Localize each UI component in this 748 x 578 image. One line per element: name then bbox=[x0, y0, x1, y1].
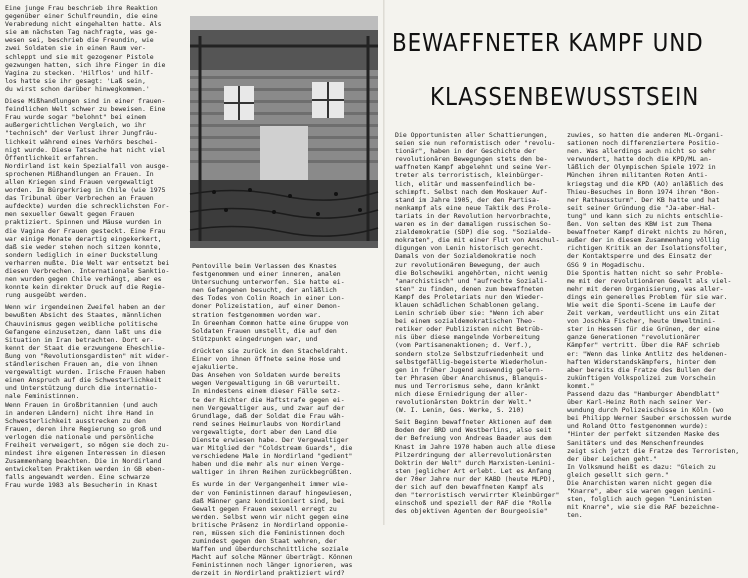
text-line: sationen noch differenziertere Positio- bbox=[567, 139, 720, 148]
text-line: Einer von ihnen öffnete seine Hose und bbox=[192, 355, 341, 364]
text-line: einschoß und speziell der RAF die "Rolle bbox=[395, 499, 552, 508]
text-line: GSG 9 in Mogadischu. bbox=[567, 260, 646, 269]
text-line: Wie weit die Sponti-Scene im Laufe der bbox=[567, 300, 716, 309]
text-line: nen Gefangenen besucht, der anläßlich bbox=[192, 286, 337, 295]
text-line: Frau wurde sogar "belohnt" bei einem bbox=[5, 113, 146, 122]
text-line: verschiedene Male in Nordirland "gedient" bbox=[192, 452, 353, 461]
text-line: der von Feministinnen darauf hingewiesen, bbox=[192, 488, 353, 497]
text-line: ejakulierte. bbox=[192, 363, 239, 372]
text-line: ster in Hessen für die Grünen, der eine bbox=[567, 325, 720, 334]
text-line: Macht auf solche Männer überträgt. Können bbox=[192, 553, 353, 562]
text-line: bei Philipp Werner Sauber erschossen wurde bbox=[567, 414, 732, 423]
text-line: Nordirland ist kein Spezialfall von ausge- bbox=[5, 161, 170, 170]
text-line: feindlichen Welt schwer zu beweisen. Eine bbox=[5, 105, 166, 114]
text-line: "anarchistisch" und "aufrechte Soziali- bbox=[395, 276, 548, 285]
text-line: zuwies, so hatten die anderen ML-Organi- bbox=[567, 131, 724, 139]
text-line: Eine junge Frau beschrieb ihre Reaktion bbox=[5, 4, 158, 12]
text-line: bei einem sozialdemokratischen Theo- bbox=[395, 317, 536, 326]
text-line: in anderen Ländern) nicht ihre Hand in bbox=[5, 408, 154, 417]
text-line: München ihren militanten Roten Anti- bbox=[567, 171, 708, 180]
text-line: Untersuchung unterworfen. Sie hatte ei- bbox=[192, 278, 345, 287]
text-line: nigt wurde. Diese Tatsache hat nicht viel bbox=[5, 145, 166, 154]
text-line: klauen schädlichen Schablonen gelang. bbox=[395, 300, 540, 309]
text-line: ter Phrasen über Anarchismus, Blanquis- bbox=[395, 373, 548, 382]
text-line: Passend dazu das "Hamburger Abendblatt" bbox=[567, 390, 720, 398]
text-line: waren es in der damaligen russischen So- bbox=[395, 220, 552, 229]
text-line: ßung von "Revolutionsgardisten" mit wider- bbox=[5, 351, 170, 360]
text-line: bewaffneter Kampf direkt nichts zu hören, bbox=[567, 228, 728, 237]
text-line: los hatte sie ihr gesagt: 'Laß sein, bbox=[5, 76, 146, 85]
text-line: er: "Wenn das linke Antlitz des heldenen- bbox=[567, 349, 728, 358]
text-line: Pentoville beim Verlassen des Knastes bbox=[192, 262, 337, 270]
text-line: zwei Soldaten sie in einen Raum ver- bbox=[5, 44, 146, 53]
text-line: Schwesterlichkeit ausstrecken zu den bbox=[5, 416, 146, 425]
text-line: verlogen die nationale und persönliche bbox=[5, 432, 154, 441]
text-line: mich diese Erniedrigung der aller- bbox=[395, 390, 529, 398]
text-line: "Hinter der perfekt sitzenden Maske des bbox=[567, 430, 720, 439]
text-line: nenkampf als eine neue Taktik des Prole- bbox=[395, 203, 552, 212]
text-line: war einige Monate derartig eingekerkert, bbox=[5, 234, 162, 243]
text-line: "technisch" der Verlust ihrer Jungfräu- bbox=[5, 129, 158, 138]
text-line: Wenn wir irgendeinen Zweifel haben an der bbox=[5, 303, 166, 312]
text-line: verwundert, hatte doch die KPD/ML an- bbox=[567, 155, 712, 164]
text-line: ßen. Von selten des KBW ist zum Thema bbox=[567, 220, 712, 229]
text-line: die Vagina der Frauen gesteckt. Eine Frau bbox=[5, 226, 166, 235]
text-line: allen Kriegen sind Frauen vergewaltigt bbox=[5, 177, 154, 186]
text-line: des Todes von Colin Roach in einer Lon- bbox=[192, 294, 345, 303]
text-line: gleich gesellt sich gern." bbox=[567, 470, 669, 479]
text-line: das Tribunal über Verbrechen an Frauen bbox=[5, 194, 154, 203]
text-line: ständlerischen Frauen an, die von ihnen bbox=[5, 360, 158, 369]
text-line: Waffen und überdurchschnittliche soziale bbox=[192, 545, 349, 554]
text-line: Kämpfer" vertritt. Über die RAF schrieb bbox=[567, 341, 720, 350]
text-line: Seit Beginn bewaffneter Aktionen auf dem bbox=[395, 418, 552, 427]
text-line: Situation im Iran betrachten. Dort er- bbox=[5, 335, 154, 344]
text-line: wesen sei, beschrieb die Freundin, wie bbox=[5, 36, 154, 45]
text-line: Feministinnen noch länger ignorieren, was bbox=[192, 561, 353, 570]
text-line: aber bereits die Fratze des Bullen der bbox=[567, 365, 716, 374]
text-line: rend seines Heimurlaubs von Nordirland bbox=[192, 419, 341, 428]
text-line: Die Opportunisten aller Schattierungen, bbox=[395, 131, 548, 139]
text-line: wegen Vergewaltigung in GB verurteilt. bbox=[192, 379, 341, 388]
text-line: Verabredung nicht eingehalten hatte. Als bbox=[5, 20, 162, 29]
article-column-1 bbox=[5, 4, 183, 520]
text-line: worden. Im Bürgerkrieg in Chile (wie 1975 bbox=[5, 186, 166, 195]
text-line: sten" zu finden, denen zum bewaffneten bbox=[395, 284, 544, 293]
text-line: ten. bbox=[567, 511, 583, 520]
text-line: digungen von Lenin historisch gerecht. bbox=[395, 244, 544, 253]
text-line: haben und die mehr als nur einen Verge- bbox=[192, 460, 345, 469]
text-line: Gewalt gegen Frauen sexuell erregt zu bbox=[192, 504, 337, 513]
text-line: derzeit in Nordirland praktiziert wird? bbox=[192, 569, 345, 578]
text-line: außergerichtlichen Vergleich, wo ihr bbox=[5, 121, 146, 130]
text-line: zeigt sich jetzt die Fratze des Terroristen, bbox=[567, 446, 740, 455]
text-line: In Volksmund heißt es dazu: "Gleich zu bbox=[567, 462, 716, 471]
headline-line-2: KLASSENBEWUSSTSEIN bbox=[430, 82, 700, 111]
text-line: diesen Verbrechen. Internationale Sanktio- bbox=[5, 267, 170, 275]
text-line: treter als terroristisch, kleinbürger- bbox=[395, 171, 544, 180]
photo-graphic bbox=[190, 16, 378, 248]
text-line: Kampf des Proletariats nur den Wieder- bbox=[395, 292, 544, 301]
text-line: Lenin schrieb über sie: "Wenn ich aber bbox=[395, 309, 544, 318]
text-line: richtigen Kritik an der Isolationsfolter, bbox=[567, 244, 728, 253]
text-line: läßlich der Olympischen Spiele 1972 in bbox=[567, 163, 716, 172]
text-line: der Kontaktsperre und des Einsatz der bbox=[567, 252, 712, 261]
text-line: Soldaten Frauen umstellt, die auf den bbox=[192, 326, 337, 335]
text-line: me mit der revolutionären Gewalt als viel- bbox=[567, 276, 732, 285]
text-line: Chauvinismus gegen weibliche politische bbox=[5, 319, 158, 328]
text-line: mit Knarre", wie sie die RAF bezeichne- bbox=[567, 503, 720, 512]
text-line: einen Anspruch auf die Schwesterlichkeit bbox=[5, 376, 162, 385]
text-line: kriegstag und die KPD (AO) anläßlich des bbox=[567, 179, 724, 188]
text-line: kommt." bbox=[567, 381, 595, 390]
text-line: Dienste erwiesen habe. Der Vergewaltiger bbox=[192, 435, 349, 444]
text-line: In Greenham Common hatte eine Gruppe von bbox=[192, 318, 349, 327]
text-line: gezwungen hatten, sich ihre Finger in die bbox=[5, 60, 166, 69]
text-line: te der Richter die Haftstrafe gegen ei- bbox=[192, 395, 345, 404]
text-line: lichkeit während eines Verhörs beschei- bbox=[5, 137, 158, 146]
text-line: der 70er Jahre nur der KABD (heute MLPD), bbox=[395, 474, 556, 483]
text-line: stand im Jahre 1905, der den Partisa- bbox=[395, 195, 540, 204]
text-line: Stützpunkt eingedrungen war, und bbox=[192, 334, 318, 343]
text-line: Diese Mißhandlungen sind in einer frauen- bbox=[5, 97, 166, 106]
text-line: rung ausgeübt werden. bbox=[5, 291, 88, 300]
text-line: sten jeglicher Art erlebt. Let es Anfang bbox=[395, 466, 552, 475]
text-line: waltiger in ihren Reihen zurückbegrüßten. bbox=[192, 468, 353, 477]
text-line: du wirst schon darüber hinwegkommen.' bbox=[5, 84, 150, 93]
text-line: (W. I. Lenin, Ges. Werke, S. 210) bbox=[395, 406, 525, 415]
text-line: war Mitglied der "Coldstream Guards", die bbox=[192, 444, 353, 453]
text-line: nen Vergewaltiger aus, und zwar auf der bbox=[192, 403, 345, 412]
text-line: der Befreiung von Andreas Baader aus dem bbox=[395, 434, 552, 443]
text-line: Das Ansehen von Soldaten wurde bereits bbox=[192, 371, 341, 380]
text-line: ganze Generationen "revolutionärer bbox=[567, 333, 701, 342]
text-line: seit seiner Gründung die "Ja-aber-Hal- bbox=[567, 203, 716, 212]
text-line: "Knarre", aber sie waren gegen Lenini- bbox=[567, 487, 716, 496]
text-line: gegenüber einer Schulfreundin, die eine bbox=[5, 12, 158, 21]
text-line: Es wurde in der Vergangenheit immer wie- bbox=[192, 480, 349, 489]
text-line: praktiziert. Spinnen und Mäuse wurden in bbox=[5, 218, 162, 227]
text-line: revolutionärsten Doktrin der Welt." bbox=[395, 398, 532, 407]
text-line: schleppt und sie mit gezogener Pistole bbox=[5, 52, 154, 61]
text-line: Zusammenhang beachten. Die in Nordirland bbox=[5, 457, 162, 466]
text-line: mehr mit deren Organisierung, was aller- bbox=[567, 284, 724, 293]
text-line: Frauen, deren ihre Regierung so groß und bbox=[5, 424, 162, 433]
text-line: Die Anarchisten waren nicht gegen die bbox=[567, 479, 712, 488]
text-line: über Karl-Heinz Roth nach seiner Ver- bbox=[567, 398, 712, 407]
text-line: zur revolutionären Bewegung, der auch bbox=[395, 260, 540, 269]
text-line: sten, folglich auch gegen "Leninisten bbox=[567, 495, 712, 504]
text-line: außer der in diesem Zusammenhang völlig bbox=[567, 236, 720, 245]
text-line: entwickelten Praktiken werden in GB eben- bbox=[5, 465, 166, 474]
text-line: stration festgenommen worden war. bbox=[192, 310, 322, 319]
text-line: wundung durch Polizeischüsse in Köln (wo bbox=[567, 406, 724, 415]
text-line: Frau wurde 1983 als Besucherin in Knast bbox=[5, 481, 158, 490]
text-line: (vom Partisanenaktionen; d. Verf.), bbox=[395, 341, 532, 350]
text-line: kennt der Staat die erzwungene Eheschlie- bbox=[5, 343, 166, 352]
text-line: sondern stolze Selbstzufriedenheit und bbox=[395, 349, 544, 358]
article-column-3 bbox=[395, 131, 562, 519]
text-line: tariats in der Revolution hervorbrachte, bbox=[395, 211, 552, 220]
text-line: ren, müssen sich die Feministinnen doch bbox=[192, 529, 345, 537]
text-line: sie am nächsten Tag nachfragte, was ge- bbox=[5, 28, 158, 37]
text-line: mus und Terrorismus sehe, dann kränkt bbox=[395, 381, 540, 390]
text-line: zukünftigen Volkspolizei zum Vorschein bbox=[567, 373, 716, 382]
text-line: nen. Was allerdings auch nicht so sehr bbox=[567, 147, 716, 156]
text-line: Knast im Jahre 1970 haben auch alle diese bbox=[395, 442, 556, 451]
text-line: Thieu-Besuches in Bonn 1974 ihren "Bon- bbox=[567, 187, 720, 196]
text-line: selbstgefällig-begeisterte Wiederholun- bbox=[395, 357, 548, 366]
text-line: werden. Selbst wenn wir nicht gegen eine bbox=[192, 512, 349, 521]
text-line: Die Spontis hatten nicht so sehr Proble- bbox=[567, 268, 724, 277]
text-line: festgenommen und einer inneren, analen bbox=[192, 270, 341, 279]
text-line: dings ein generelles Problem für sie war. bbox=[567, 292, 728, 301]
text-line: Vagina zu stecken. 'Hilflos' und hilf- bbox=[5, 68, 154, 77]
text-line: verharren mußte. Die Welt war entsetzt bei bbox=[5, 258, 170, 267]
text-line: und Roland Otto festgenommen wurde): bbox=[567, 422, 708, 431]
text-line: zialdemokratie (SDP) die sog. "Sozialde- bbox=[395, 228, 552, 237]
text-line: die Bolschewiki angehörten, nicht wenig bbox=[395, 268, 548, 277]
text-line: Pilzerdringung der allerrevolutionärsten bbox=[395, 450, 552, 459]
text-line: Damals von der Sozialdemokratie noch bbox=[395, 252, 536, 261]
text-line: schimpft. Selbst nach dem Moskauer Auf- bbox=[395, 187, 548, 196]
text-line: lich, elitär und massenfeindlich be- bbox=[395, 179, 536, 188]
text-line: waffneten Kampf abgelehnt und seine Ver- bbox=[395, 163, 552, 172]
text-line: des objektiven Agenten der Bourgeoisie" bbox=[395, 507, 548, 516]
text-line: ner Rathaussturm". Der KB hatte und hat bbox=[567, 195, 720, 204]
text-line: nis über diese mangelnde Vorbereitung bbox=[395, 333, 540, 342]
text-line: der über Leichen geht." bbox=[567, 454, 658, 463]
text-line: men sexueller Gewalt gegen Frauen bbox=[5, 210, 135, 219]
text-line: aufdeckte) wurden die schrecklichsten For- bbox=[5, 202, 170, 211]
text-line: Sanitäters und des Menschenfreundes bbox=[567, 438, 704, 447]
text-line: daß Männer ganz konditioniert sind, bei bbox=[192, 496, 345, 505]
text-line: Gefangene einzusetzen, dann laßt uns die bbox=[5, 327, 162, 336]
text-line: doner Polizeistation, auf einer Demon- bbox=[192, 302, 341, 311]
text-line: tung" und kann sich zu nichts entschlie- bbox=[567, 211, 724, 220]
text-line: bewußten Absicht des Staates, männlichen bbox=[5, 311, 162, 320]
text-line: daß sie weder stehen noch sitzen konnte, bbox=[5, 242, 162, 251]
prison-building-photo bbox=[190, 16, 378, 248]
text-line: den "terroristisch verwirrter Kleinbürger" bbox=[395, 491, 560, 500]
text-line: revolutionären Bewegungen stets den be- bbox=[395, 155, 548, 164]
text-line: mokraten", die mit einer Flut von Anschul- bbox=[395, 236, 560, 245]
text-line: gen in früher Jugend auswendig gelern- bbox=[395, 365, 544, 374]
text-line: nen wurden gegen Chile verhängt, aber es bbox=[5, 275, 162, 284]
article-column-2 bbox=[192, 262, 376, 578]
text-line: drückten sie zurück in den Stacheldraht. bbox=[192, 346, 349, 355]
text-line: mindest ihre eigenen Interessen in diesen bbox=[5, 449, 166, 458]
text-line: und Unterstützung durch die internatio- bbox=[5, 384, 158, 393]
text-line: nale Feministinnen. bbox=[5, 392, 80, 401]
text-line: falls angewandt werden. Eine schwarze bbox=[5, 473, 150, 482]
text-line: Wenn Frauen in Großbritannien (und auch bbox=[5, 400, 158, 409]
article-column-4 bbox=[567, 131, 745, 519]
text-line: haften Widerstandskämpfers, hinter dem bbox=[567, 357, 716, 366]
headline-line-1: BEWAFFNETER KAMPF UND bbox=[392, 28, 704, 57]
text-line: Boden der BRD und Westberlins, also seit bbox=[395, 426, 552, 435]
text-line: der sich auf den bewaffneten Kampf als bbox=[395, 483, 544, 492]
text-line: retiker oder Publizisten nicht Betrüb- bbox=[395, 325, 544, 334]
text-line: Doktrin der Welt" durch Marxisten-Lenini- bbox=[395, 458, 556, 467]
text-line: Freiheit verweigert, so mögen sie doch zu- bbox=[5, 440, 170, 449]
text-line: Öffentlichkeit erfahren. bbox=[5, 153, 99, 162]
text-line: britische Präsenz in Nordirland opponie- bbox=[192, 520, 349, 529]
text-line: zumindest gegen den Staat wehren, der bbox=[192, 537, 337, 546]
text-line: sprochenen Mißhandlungen an Frauen. In bbox=[5, 169, 154, 178]
text-line: Zeit verkam, verdeutlicht uns ein Zitat bbox=[567, 309, 720, 318]
text-line: seien sie nun reformistisch oder "revolu- bbox=[395, 139, 556, 148]
text-line: In mindestens einem dieser Fälle setz- bbox=[192, 387, 341, 396]
text-line: vergewaltigt wurden. Irische Frauen haben bbox=[5, 368, 166, 377]
text-line: sondern lediglich in einer Duckstellung bbox=[5, 250, 158, 259]
text-line: von Joschka Fischer, heute Umweltmini- bbox=[567, 317, 716, 326]
page-fold bbox=[383, 0, 385, 525]
text-line: tionär", haben in der Geschichte der bbox=[395, 147, 536, 156]
text-line: Grundlage, daß der Soldat die Frau wäh- bbox=[192, 411, 345, 420]
text-line: konnte kein direkter Druck auf die Regie- bbox=[5, 283, 166, 292]
text-line: vergewaltigte, dort aber den Land die bbox=[192, 427, 337, 436]
